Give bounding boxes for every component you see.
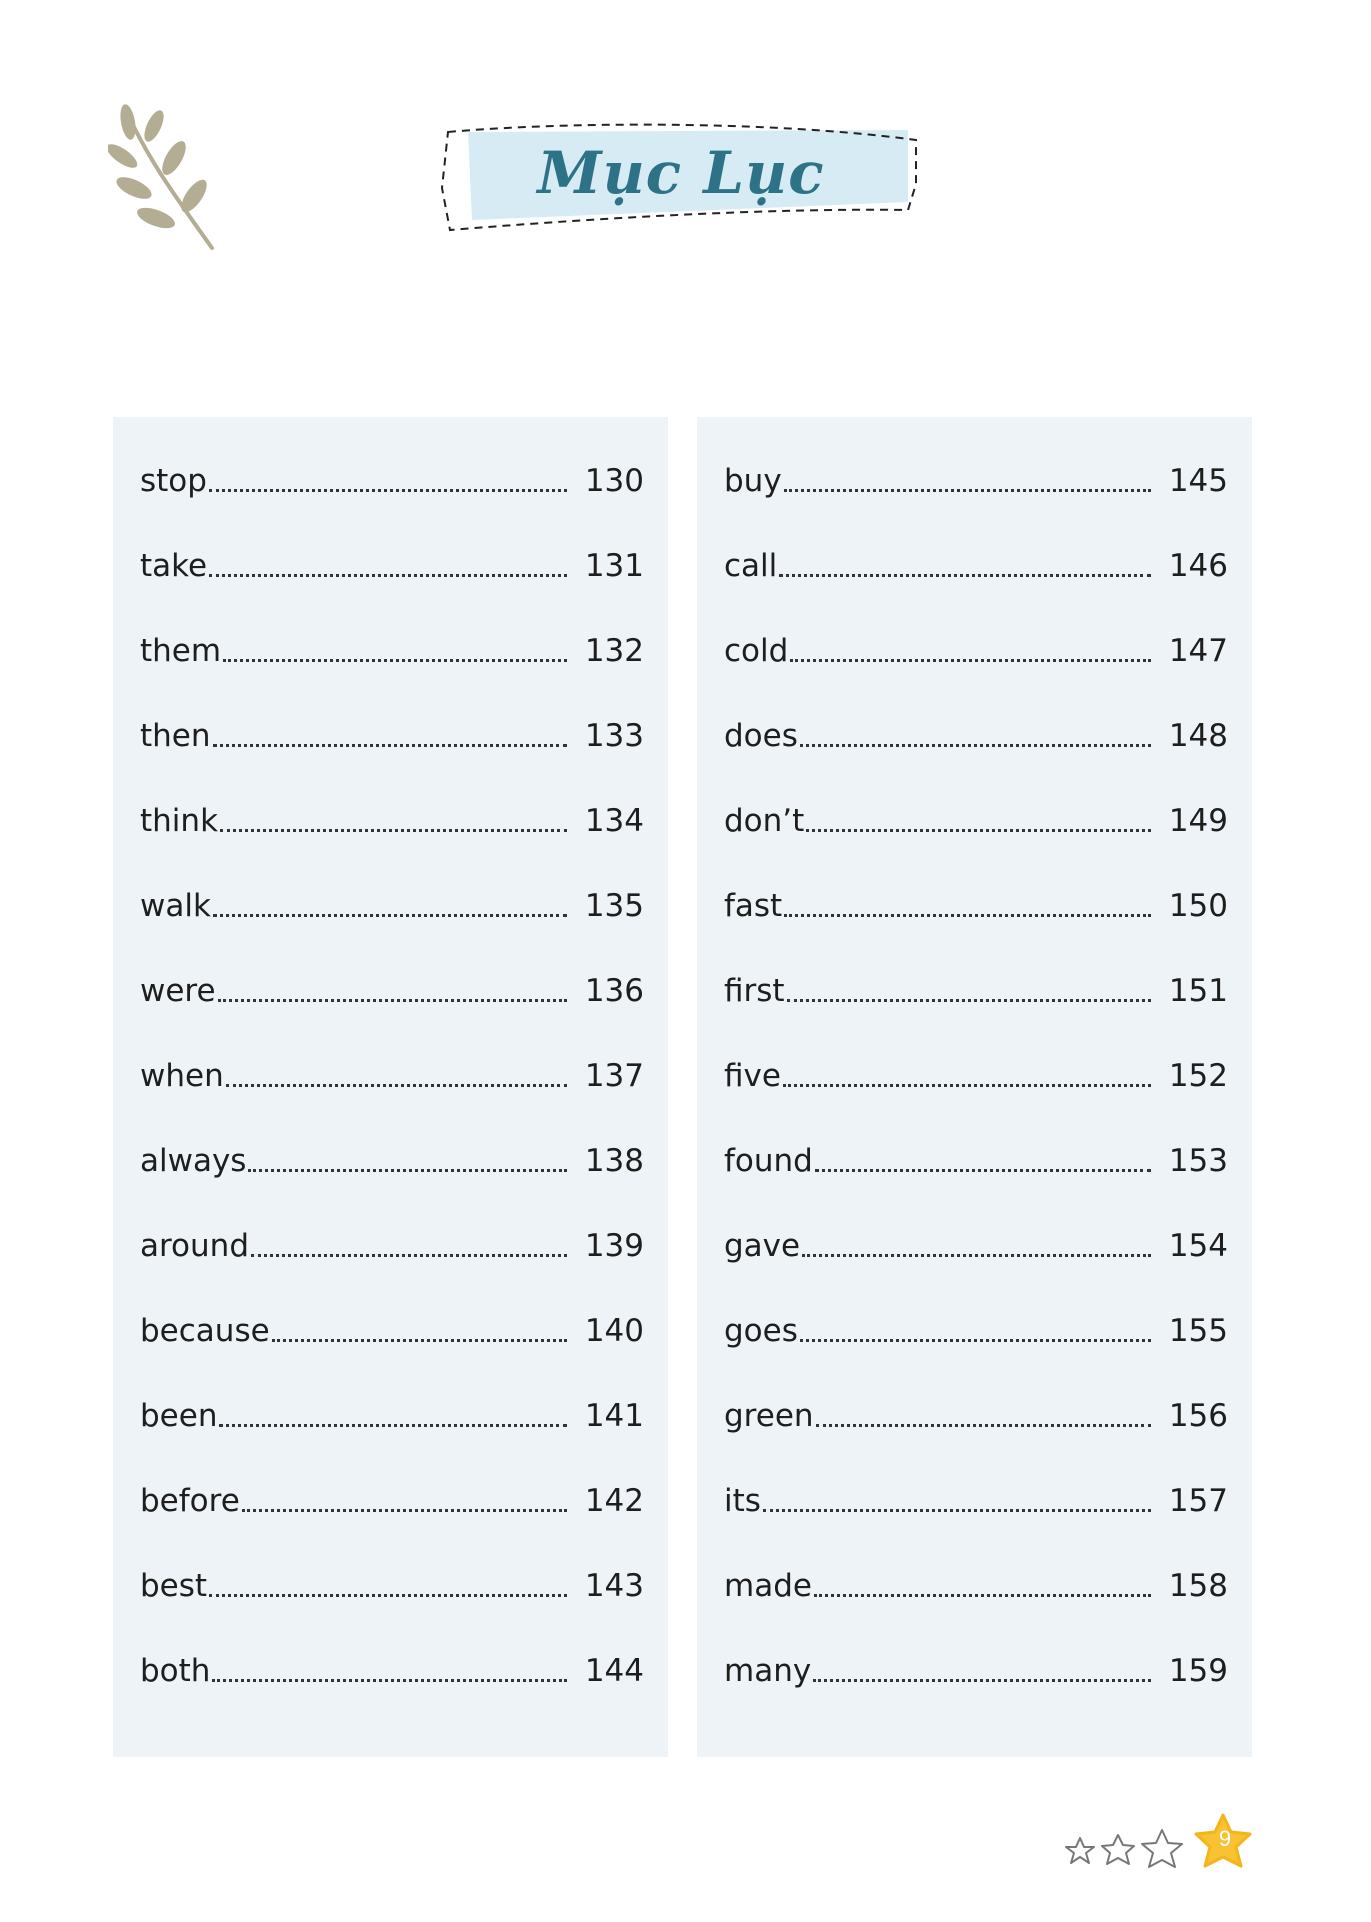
toc-entry-page: 157 [1168, 1483, 1228, 1519]
toc-entry-word: many [724, 1653, 812, 1689]
leader-dots [272, 1338, 567, 1342]
leader-dots [251, 1253, 567, 1257]
toc-entry[interactable] [724, 1467, 1228, 1517]
leader-dots [800, 743, 1151, 747]
toc-entry[interactable] [724, 1382, 1228, 1432]
leader-dots [209, 1593, 567, 1597]
leader-dots [779, 573, 1151, 577]
toc-entry-page: 142 [584, 1483, 644, 1519]
toc-entry-word: green [724, 1398, 814, 1434]
leader-dots [242, 1508, 567, 1512]
toc-entry[interactable] [140, 1552, 644, 1602]
toc-entry-word: its [724, 1483, 761, 1519]
leader-dots [213, 913, 567, 917]
leader-dots [816, 1423, 1151, 1427]
toc-entry[interactable] [724, 617, 1228, 667]
star-outline-icon [1066, 1838, 1094, 1863]
toc-entry-word: gave [724, 1228, 801, 1264]
toc-entry-page: 152 [1168, 1058, 1228, 1094]
toc-entry-page: 149 [1168, 803, 1228, 839]
star-outline-icon [1102, 1835, 1134, 1864]
leader-dots [802, 1253, 1151, 1257]
toc-entry-word: around [140, 1228, 249, 1264]
toc-entry-word: does [724, 718, 798, 754]
toc-entry-page: 156 [1168, 1398, 1228, 1434]
leader-dots [213, 743, 567, 747]
toc-entry[interactable] [140, 787, 644, 837]
toc-entry[interactable] [140, 532, 644, 582]
leader-dots [248, 1168, 566, 1172]
toc-entry-page: 154 [1168, 1228, 1228, 1264]
toc-entry-word: first [724, 973, 785, 1009]
toc-entry-word: stop [140, 463, 207, 499]
leader-dots [763, 1508, 1151, 1512]
leader-dots [218, 998, 567, 1002]
toc-entry-word: them [140, 633, 222, 669]
toc-entry-word: walk [140, 888, 211, 924]
toc-entry-word: before [140, 1483, 240, 1519]
toc-entry-word: made [724, 1568, 812, 1604]
leader-dots [223, 658, 567, 662]
toc-entry[interactable] [140, 872, 644, 922]
toc-entry-page: 132 [584, 633, 644, 669]
leader-dots [790, 658, 1151, 662]
page-title: Mục Lục [537, 139, 825, 207]
toc-entry-page: 147 [1168, 633, 1228, 669]
toc-entry-page: 135 [584, 888, 644, 924]
toc-entry[interactable] [140, 1637, 644, 1687]
toc-entry[interactable] [724, 787, 1228, 837]
leader-dots [787, 998, 1151, 1002]
toc-entry[interactable] [140, 1212, 644, 1262]
toc-entry-word: were [140, 973, 216, 1009]
toc-entry-page: 143 [584, 1568, 644, 1604]
leader-dots [220, 828, 567, 832]
toc-entry-word: think [140, 803, 219, 839]
toc-entry[interactable] [140, 957, 644, 1007]
toc-entry-word: both [140, 1653, 211, 1689]
toc-entry-page: 141 [584, 1398, 644, 1434]
toc-entry-page: 144 [584, 1653, 644, 1689]
leader-dots [783, 1083, 1151, 1087]
toc-entry-page: 137 [584, 1058, 644, 1094]
toc-entry-page: 146 [1168, 548, 1228, 584]
toc-entry-page: 133 [584, 718, 644, 754]
toc-entry[interactable] [724, 872, 1228, 922]
leader-dots [209, 573, 567, 577]
toc-entry-word: then [140, 718, 211, 754]
toc-column-left [113, 417, 668, 1757]
toc-entry-word: cold [724, 633, 789, 669]
toc-entry-page: 153 [1168, 1143, 1228, 1179]
toc-entry-word: don’t [724, 803, 805, 839]
leader-dots [784, 913, 1151, 917]
toc-entry[interactable] [724, 1042, 1228, 1092]
leader-dots [209, 488, 567, 492]
toc-entry-word: best [140, 1568, 208, 1604]
toc-entry-page: 148 [1168, 718, 1228, 754]
toc-entry-word: found [724, 1143, 813, 1179]
leader-dots [226, 1083, 567, 1087]
leader-dots [806, 828, 1151, 832]
toc-entry-word: five [724, 1058, 781, 1094]
toc-entry-word: when [140, 1058, 224, 1094]
toc-entry-word: always [140, 1143, 247, 1179]
toc-entry-page: 150 [1168, 888, 1228, 924]
toc-entry[interactable] [140, 1127, 644, 1177]
toc-entry-word: fast [724, 888, 783, 924]
toc-entry[interactable] [140, 1297, 644, 1347]
toc-entry[interactable] [140, 1382, 644, 1432]
leader-dots [815, 1168, 1151, 1172]
toc-entry[interactable] [724, 1127, 1228, 1177]
toc-entry[interactable] [724, 1212, 1228, 1262]
page-number: 9 [1218, 1826, 1232, 1851]
leaf-branch-icon [108, 100, 218, 250]
toc-entry-word: goes [724, 1313, 798, 1349]
toc-entry-page: 159 [1168, 1653, 1228, 1689]
leader-dots [814, 1593, 1151, 1597]
toc-entry-word: been [140, 1398, 218, 1434]
toc-column-right [697, 417, 1252, 1757]
toc-entry[interactable] [140, 1042, 644, 1092]
toc-entry[interactable] [724, 1552, 1228, 1602]
toc-entry-word: call [724, 548, 778, 584]
leader-dots [813, 1678, 1151, 1682]
toc-entry[interactable] [140, 702, 644, 752]
toc-entry[interactable] [140, 447, 644, 497]
leader-dots [800, 1338, 1151, 1342]
toc-entry-page: 139 [584, 1228, 644, 1264]
toc-entry-page: 151 [1168, 973, 1228, 1009]
toc-entry-page: 158 [1168, 1568, 1228, 1604]
leader-dots [219, 1423, 566, 1427]
toc-entry-page: 131 [584, 548, 644, 584]
toc-entry[interactable] [140, 1467, 644, 1517]
toc-entry[interactable] [724, 1637, 1228, 1687]
toc-entry[interactable] [724, 702, 1228, 752]
leader-dots [212, 1678, 566, 1682]
toc-entry[interactable] [724, 957, 1228, 1007]
toc-entry[interactable] [140, 617, 644, 667]
toc-entry[interactable] [724, 532, 1228, 582]
star-outline-icon [1142, 1830, 1182, 1867]
toc-entry-word: because [140, 1313, 270, 1349]
toc-entry-word: take [140, 548, 208, 584]
toc-entry[interactable] [724, 1297, 1228, 1347]
title-banner [438, 118, 924, 238]
toc-entry-word: buy [724, 463, 782, 499]
toc-entry-page: 140 [584, 1313, 644, 1349]
leader-dots [784, 488, 1151, 492]
toc-entry-page: 136 [584, 973, 644, 1009]
toc-entry[interactable] [724, 447, 1228, 497]
toc-entry-page: 145 [1168, 463, 1228, 499]
toc-entry-page: 155 [1168, 1313, 1228, 1349]
toc-entry-page: 138 [584, 1143, 644, 1179]
toc-entry-page: 130 [584, 463, 644, 499]
toc-entry-page: 134 [584, 803, 644, 839]
